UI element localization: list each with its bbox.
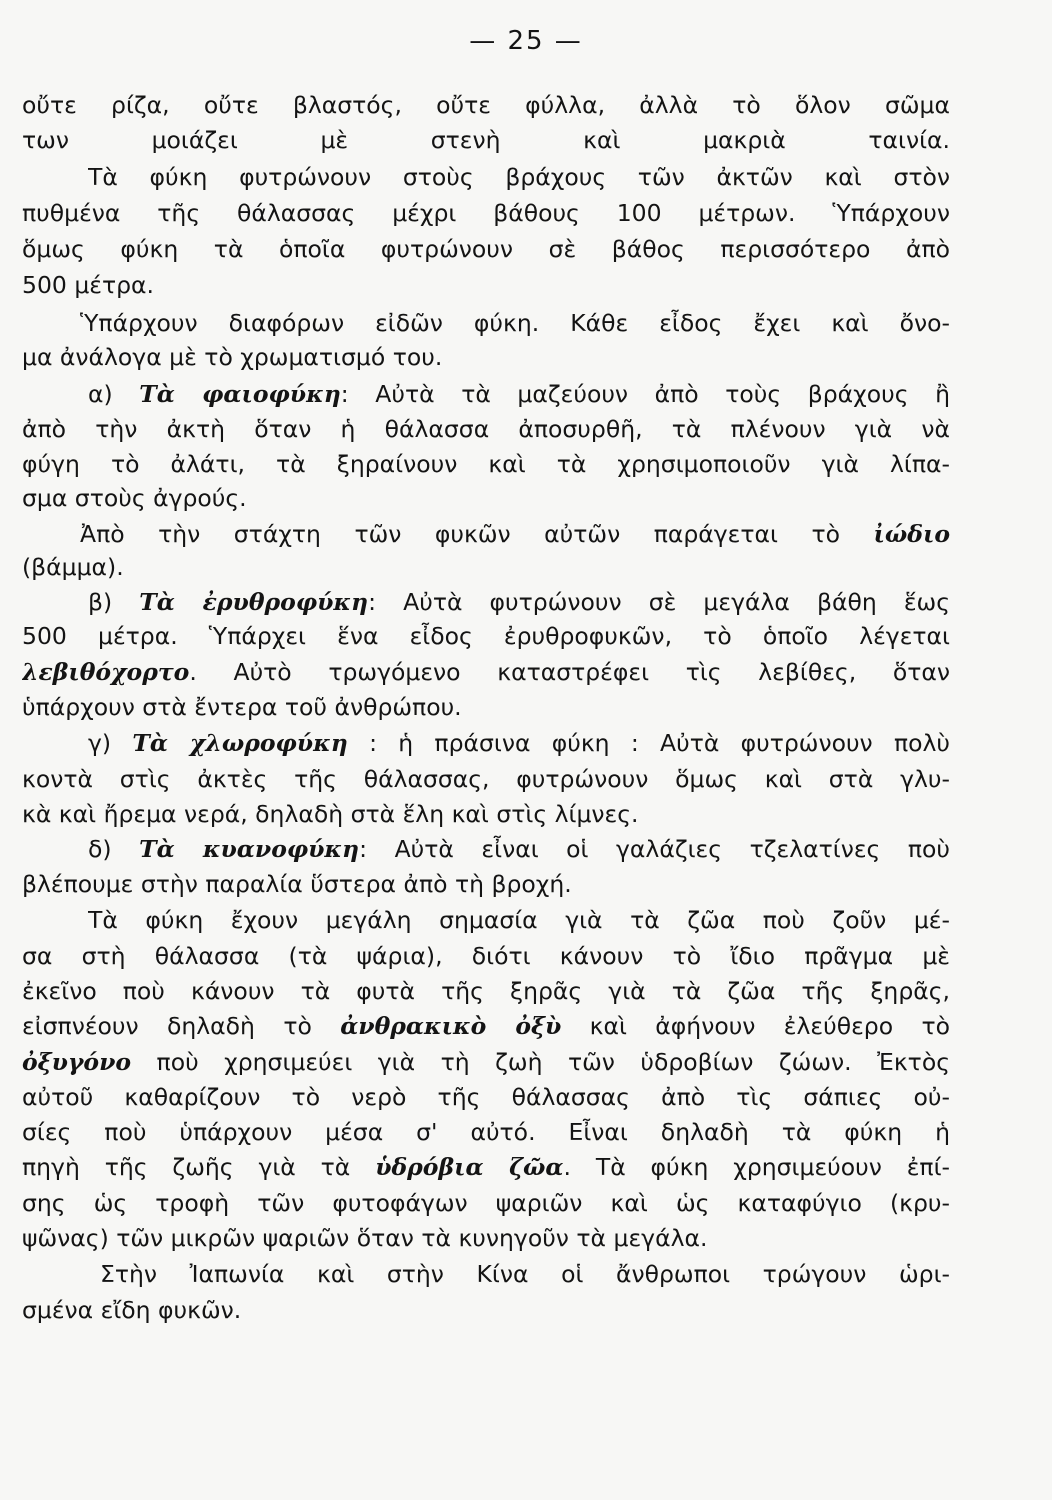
text-run: σα στὴ θάλασσα (τὰ ψάρια), διότι κάνουν τὸ ἴδιο πρᾶγμα μὲ — [22, 942, 950, 970]
text-line — [22, 868, 950, 900]
text-line — [22, 413, 950, 445]
text-run: σμα στοὺς ἀγρούς. — [22, 484, 247, 512]
text-run: βλέπουμε στὴν παραλία ὕστερα ἀπὸ τὴ βροχή. — [22, 870, 572, 898]
text-run: 500 μέτρα. — [22, 271, 155, 299]
text-run: σίες ποὺ ὑπάρχουν μέσα σ' αὐτό. Εἶναι δηλαδὴ τὰ φύκη ἡ — [22, 1118, 950, 1146]
text-line — [22, 89, 950, 121]
emphasized-term: ἀνθρακικὸ ὀξὺ — [340, 1012, 562, 1040]
text-run: σης ὡς τροφὴ τῶν φυτοφάγων ψαριῶν καὶ ὡς καταφύγιο (κρυ- — [22, 1189, 950, 1217]
text-run: 500 μέτρα. Ὑπάρχει ἕνα εἶδος ἐρυθροφυκῶν, τὸ ὁποῖο λέγεται — [22, 622, 950, 650]
text-run: ψῶνας) τῶν μικρῶν ψαριῶν ὅταν τὰ κυνηγοῦν τὰ μεγάλα. — [22, 1224, 708, 1252]
text-run: : Αὐτὰ τὰ μαζεύουν ἀπὸ τοὺς βράχους ἢ — [340, 380, 950, 408]
text-run: Τὰ φύκη ἔχουν μεγάλη σημασία γιὰ τὰ ζῶα ποὺ ζοῦν μέ- — [88, 906, 950, 934]
text-line — [88, 586, 950, 618]
text-run: Τὰ φύκη φυτρώνουν στοὺς βράχους τῶν ἀκτῶν καὶ στὸν — [88, 163, 950, 191]
text-line — [22, 1294, 950, 1326]
text-run: ποὺ χρησιμεύει γιὰ τὴ ζωὴ τῶν ὑδροβίων ζώων. Ἐκτὸς — [131, 1048, 950, 1076]
text-run: φύγη τὸ ἀλάτι, τὰ ξηραίνουν καὶ τὰ χρησιμοποιοῦν γιὰ λίπα- — [22, 450, 950, 478]
text-run: ἐκεῖνο ποὺ κάνουν τὰ φυτὰ τῆς ξηρᾶς γιὰ τὰ ζῶα τῆς ξηρᾶς, — [22, 977, 950, 1005]
text-line — [22, 691, 950, 723]
text-run: Ἀπὸ τὴν στάχτη τῶν φυκῶν αὐτῶν παράγεται τὸ — [80, 520, 874, 548]
text-line — [22, 482, 950, 514]
text-line — [88, 161, 950, 193]
text-line — [22, 1046, 950, 1078]
text-line — [22, 197, 950, 229]
text-line — [22, 233, 950, 265]
text-run: ὑπάρχουν στὰ ἔντερα τοῦ ἀνθρώπου. — [22, 693, 462, 721]
emphasized-term: ὀξυγόνο — [22, 1048, 132, 1076]
text-run: . Τὰ φύκη χρησιμεύουν ἐπί- — [563, 1153, 950, 1181]
emphasized-term: ἰώδιο — [873, 520, 950, 548]
emphasized-term: Τὰ φαιοφύκη — [139, 380, 341, 408]
text-line — [80, 307, 950, 339]
text-run: κὰ καὶ ἤρεμα νερά, δηλαδὴ στὰ ἕλη καὶ στὶς λίμνες. — [22, 800, 639, 828]
text-run: ὅμως φύκη τὰ ὁποῖα φυτρώνουν σὲ βάθος περισσότερο ἀπὸ — [22, 235, 950, 263]
text-line — [22, 448, 950, 480]
text-line — [22, 1081, 950, 1113]
emphasized-term: Τὰ ἐρυθροφύκη — [139, 588, 369, 616]
text-line — [22, 124, 950, 156]
text-line — [88, 833, 950, 865]
text-run: καὶ ἀφήνουν ἐλεύθερο τὸ — [561, 1012, 950, 1040]
text-line — [22, 1187, 950, 1219]
page-number: — 25 — — [469, 26, 583, 56]
emphasized-term: Τὰ χλωροφύκη — [132, 729, 348, 757]
text-line — [22, 1222, 950, 1254]
text-run: α) — [88, 380, 140, 408]
text-run: δ) — [88, 835, 140, 863]
text-line — [22, 763, 950, 795]
text-line — [88, 378, 950, 410]
text-line — [22, 656, 950, 688]
text-run: πυθμένα τῆς θάλασσας μέχρι βάθους 100 μέτρων. Ὑπάρχουν — [22, 199, 950, 227]
text-run: : Αὐτὰ φυτρώνουν σὲ μεγάλα βάθη ἕως — [368, 588, 950, 616]
text-run: κοντὰ στὶς ἀκτὲς τῆς θάλασσας, φυτρώνουν ὅμως καὶ στὰ γλυ- — [22, 765, 950, 793]
text-run: μα ἀνάλογα μὲ τὸ χρωματισμό του. — [22, 343, 443, 371]
emphasized-term: Τὰ κυανοφύκη — [139, 835, 360, 863]
text-run: των μοιάζει μὲ στενὴ καὶ μακριὰ ταινία. — [22, 126, 950, 154]
text-line — [22, 1116, 950, 1148]
text-run: : Αὐτὰ εἶναι οἱ γαλάζιες τζελατίνες ποὺ — [359, 835, 950, 863]
text-line — [22, 341, 950, 373]
text-line — [22, 1151, 950, 1183]
text-run: β) — [88, 588, 140, 616]
text-line — [22, 620, 950, 652]
text-run: οὔτε ρίζα, οὔτε βλαστός, οὔτε φύλλα, ἀλλὰ τὸ ὅλον σῶμα — [22, 91, 950, 119]
text-line — [100, 1258, 950, 1290]
text-run: : ἡ πράσινα φύκη : Αὐτὰ φυτρώνουν πολὺ — [347, 729, 950, 757]
text-line — [88, 904, 950, 936]
text-run: Ὑπάρχουν διαφόρων εἰδῶν φύκη. Κάθε εἶδος ἔχει καὶ ὄνο- — [80, 309, 950, 337]
text-run: πηγὴ τῆς ζωῆς γιὰ τὰ — [22, 1153, 376, 1181]
text-line — [88, 727, 950, 759]
text-run: εἰσπνέουν δηλαδὴ τὸ — [22, 1012, 341, 1040]
text-run: σμένα εἴδη φυκῶν. — [22, 1296, 242, 1324]
text-run: (βάμμα). — [22, 553, 124, 581]
text-line — [22, 551, 950, 583]
text-line — [22, 940, 950, 972]
emphasized-term: ὑδρόβια ζῶα — [375, 1153, 564, 1181]
text-line — [22, 269, 950, 301]
text-run: Στὴν Ἰαπωνία καὶ στὴν Κίνα οἱ ἄνθρωποι τρώγουν ὡρι- — [100, 1260, 950, 1288]
text-run: . Αὐτὸ τρωγόμενο καταστρέφει τὶς λεβίθες, ὅταν — [189, 658, 950, 686]
text-line — [22, 798, 950, 830]
emphasized-term: λεβιθόχορτο — [22, 658, 190, 686]
text-line — [80, 518, 950, 550]
text-run: γ) — [88, 729, 133, 757]
text-run: αὐτοῦ καθαρίζουν τὸ νερὸ τῆς θάλασσας ἀπὸ τὶς σάπιες οὐ- — [22, 1083, 950, 1111]
text-line — [22, 975, 950, 1007]
text-line — [22, 1010, 950, 1042]
text-run: ἀπὸ τὴν ἀκτὴ ὅταν ἡ θάλασσα ἀποσυρθῆ, τὰ πλένουν γιὰ νὰ — [22, 415, 950, 443]
